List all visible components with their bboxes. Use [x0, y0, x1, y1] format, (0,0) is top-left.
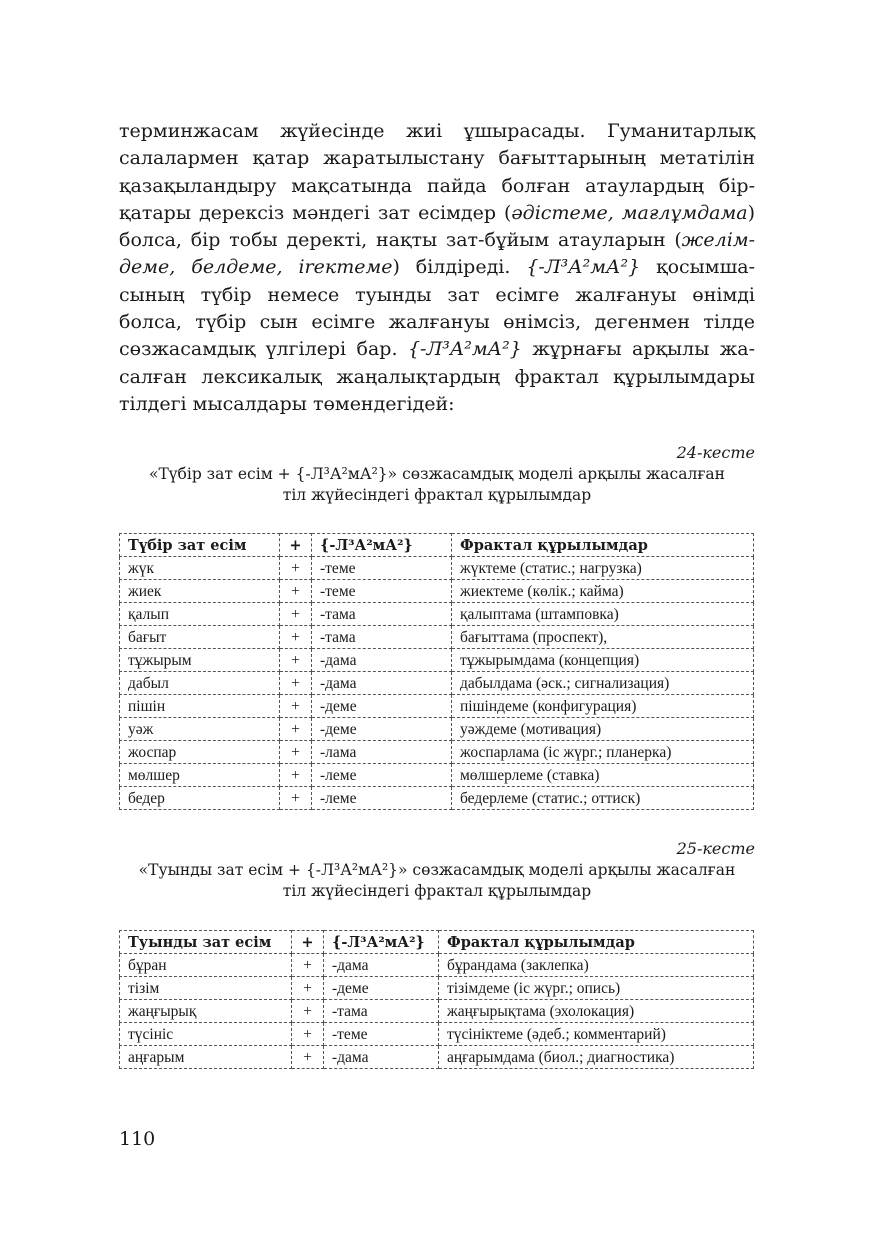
cell-suffix: -дама — [324, 1046, 439, 1069]
cell-noun: тұжырым — [120, 649, 280, 672]
text-run: ) — [747, 201, 755, 224]
cell-noun: бағыт — [120, 626, 280, 649]
cell-noun: уәж — [120, 718, 280, 741]
table-25-label: 25-кесте — [676, 839, 755, 858]
column-header-root-noun: Түбір зат есім — [120, 534, 280, 557]
italic-text: {-Л³А²мА²} — [407, 338, 522, 361]
cell-fractal: уәждеме (мотивация) — [452, 718, 754, 741]
column-header-fractal: Фрактал құрылымдар — [439, 931, 754, 954]
cell-fractal: тізімдеме (іс жүрг.; опись) — [439, 977, 754, 1000]
body-paragraph — [119, 118, 755, 418]
cell-suffix: -дама — [324, 954, 439, 977]
cell-noun: мөлшер — [120, 764, 280, 787]
table-25-caption-line2: тіл жүйесіндегі фрактал құрылымдар — [282, 882, 592, 900]
cell-suffix: -тама — [312, 626, 452, 649]
table-25-caption-line1: «Туынды зат есім + {-Л³А²мА²}» сөзжасамдық моделі арқылы жасалған — [138, 861, 736, 879]
table-row — [120, 1046, 754, 1069]
text-run: қосымша- — [640, 256, 755, 279]
cell-suffix: -дама — [312, 649, 452, 672]
table-25-caption — [119, 860, 755, 902]
cell-fractal: бұрандама (заклепка) — [439, 954, 754, 977]
table-row — [120, 580, 754, 603]
cell-noun: қалып — [120, 603, 280, 626]
cell-suffix: -теме — [312, 580, 452, 603]
column-header-fractal: Фрактал құрылымдар — [452, 534, 754, 557]
text-run: сөзжасамдық үлгілері бар. — [119, 338, 408, 361]
table-24 — [119, 533, 754, 810]
table-row — [120, 764, 754, 787]
table-row — [120, 695, 754, 718]
paragraph-line — [119, 145, 755, 172]
cell-fractal: бағыттама (проспект), — [452, 626, 754, 649]
paragraph-line — [119, 309, 755, 336]
cell-noun: бұран — [120, 954, 292, 977]
text-run: қатары дерексіз мәндегі зат есімдер ( — [119, 201, 512, 224]
table-row — [120, 603, 754, 626]
cell-noun: жоспар — [120, 741, 280, 764]
paragraph-line — [119, 336, 755, 363]
table-24-caption-line2: тіл жүйесіндегі фрактал құрылымдар — [282, 486, 592, 504]
cell-fractal: жоспарлама (іс жүрг.; планерка) — [452, 741, 754, 764]
paragraph-line — [119, 254, 755, 281]
cell-suffix: -теме — [312, 557, 452, 580]
cell-fractal: тұжырымдама (концепция) — [452, 649, 754, 672]
text-run: ) білдіреді. — [392, 256, 527, 279]
paragraph-line — [119, 391, 755, 418]
table-row — [120, 672, 754, 695]
cell-plus: + — [280, 764, 312, 787]
paragraph-line — [119, 227, 755, 254]
column-header-suffix: {-Л³А²мА²} — [312, 534, 452, 557]
cell-suffix: -леме — [312, 787, 452, 810]
table-24-header-row — [120, 534, 754, 557]
cell-noun: тізім — [120, 977, 292, 1000]
table-25-header-row — [120, 931, 754, 954]
italic-text: деме, белдеме, irектеме — [119, 256, 393, 279]
table-row — [120, 718, 754, 741]
table-row — [120, 977, 754, 1000]
italic-text: желім- — [681, 229, 755, 252]
table-row — [120, 626, 754, 649]
table-25 — [119, 930, 754, 1069]
text-run: қазақыландыру мақсатында пайда болған атаулардың бір- — [119, 174, 755, 197]
paragraph-line — [119, 173, 755, 200]
paragraph-line — [119, 282, 755, 309]
cell-noun: жүк — [120, 557, 280, 580]
table-24-label: 24-кесте — [676, 443, 755, 462]
table-row — [120, 557, 754, 580]
text-run: сының түбір немесе туынды зат есімге жалғануы өнімді — [119, 283, 755, 306]
cell-suffix: -тама — [324, 1000, 439, 1023]
cell-fractal: бедерлеме (статис.; оттиск) — [452, 787, 754, 810]
text-run: болса, түбір сын есімге жалғануы өнімсіз, дегенмен тілде — [119, 311, 755, 334]
cell-noun: түсініс — [120, 1023, 292, 1046]
text-run: салған лексикалық жаңалықтардың фрактал құрылымдары — [119, 365, 755, 388]
cell-noun: бедер — [120, 787, 280, 810]
cell-suffix: -деме — [312, 695, 452, 718]
text-run: тілдегі мысалдары төмендегідей: — [119, 392, 455, 415]
text-run: болса, бір тобы деректі, нақты зат-бұйым атауларын ( — [119, 229, 682, 252]
italic-text: {-Л³А²мА²} — [526, 256, 641, 279]
paragraph-line — [119, 364, 755, 391]
cell-suffix: -леме — [312, 764, 452, 787]
cell-plus: + — [280, 603, 312, 626]
cell-suffix: -тама — [312, 603, 452, 626]
cell-suffix: -теме — [324, 1023, 439, 1046]
cell-suffix: -деме — [324, 977, 439, 1000]
cell-plus: + — [292, 977, 324, 1000]
cell-noun: аңғарым — [120, 1046, 292, 1069]
cell-plus: + — [280, 580, 312, 603]
cell-noun: пішін — [120, 695, 280, 718]
italic-text: әдістеме, мағлұмдама — [511, 201, 748, 224]
page-number: 110 — [119, 1128, 156, 1150]
cell-fractal: жүктеме (статис.; нагрузка) — [452, 557, 754, 580]
cell-fractal: аңғарымдама (биол.; диагностика) — [439, 1046, 754, 1069]
cell-plus: + — [292, 1000, 324, 1023]
cell-fractal: мөлшерлеме (ставка) — [452, 764, 754, 787]
column-header-derived-noun: Туынды зат есім — [120, 931, 292, 954]
cell-plus: + — [280, 672, 312, 695]
cell-suffix: -дама — [312, 672, 452, 695]
table-24-caption-line1: «Түбір зат есім + {-Л³А²мА²}» сөзжасамдық моделі арқылы жасалған — [148, 465, 726, 483]
cell-plus: + — [292, 1023, 324, 1046]
table-row — [120, 649, 754, 672]
column-header-plus: + — [280, 534, 312, 557]
cell-fractal: жиектеме (көлік.; кайма) — [452, 580, 754, 603]
column-header-plus: + — [292, 931, 324, 954]
cell-plus: + — [280, 626, 312, 649]
table-row — [120, 1023, 754, 1046]
cell-plus: + — [280, 718, 312, 741]
paragraph-line — [119, 200, 755, 227]
cell-plus: + — [280, 557, 312, 580]
table-row — [120, 1000, 754, 1023]
cell-plus: + — [280, 741, 312, 764]
cell-fractal: түсініктеме (әдеб.; комментарий) — [439, 1023, 754, 1046]
cell-fractal: пішіндеме (конфигурация) — [452, 695, 754, 718]
cell-noun: жаңғырық — [120, 1000, 292, 1023]
paragraph-line — [119, 118, 755, 145]
table-row — [120, 787, 754, 810]
text-run: салалармен қатар жаратылыстану бағыттарының метатілін — [119, 147, 755, 170]
cell-noun: дабыл — [120, 672, 280, 695]
text-run: жұрнағы арқылы жа- — [521, 338, 755, 361]
cell-noun: жиек — [120, 580, 280, 603]
cell-plus: + — [280, 649, 312, 672]
cell-suffix: -деме — [312, 718, 452, 741]
column-header-suffix: {-Л³А²мА²} — [324, 931, 439, 954]
cell-fractal: жаңғырықтама (эхолокация) — [439, 1000, 754, 1023]
cell-plus: + — [292, 1046, 324, 1069]
table-24-caption — [119, 464, 755, 506]
text-run: терминжасам жүйесінде жиі ұшырасады. Гуманитарлық — [119, 120, 755, 142]
cell-plus: + — [280, 695, 312, 718]
cell-plus: + — [280, 787, 312, 810]
cell-plus: + — [292, 954, 324, 977]
cell-fractal: дабылдама (әск.; сигнализация) — [452, 672, 754, 695]
cell-fractal: қалыптама (штамповка) — [452, 603, 754, 626]
table-row — [120, 741, 754, 764]
table-row — [120, 954, 754, 977]
cell-suffix: -лама — [312, 741, 452, 764]
